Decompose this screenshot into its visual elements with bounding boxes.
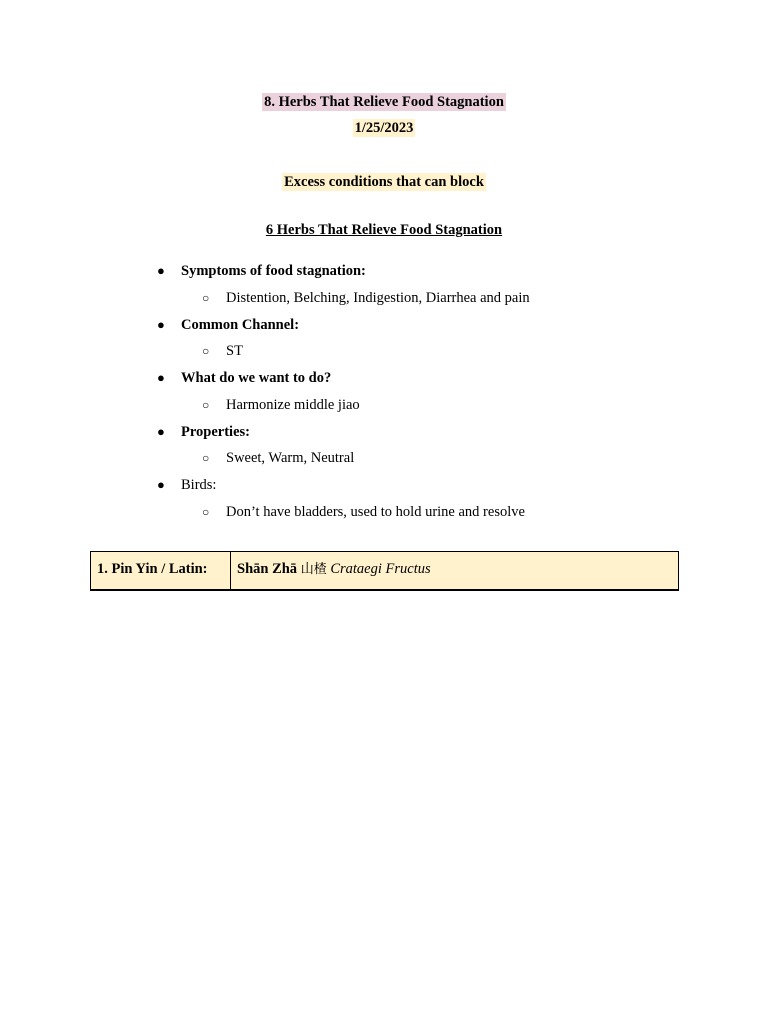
hollow-bullet-icon: ○ — [202, 398, 210, 412]
title-line — [0, 93, 768, 111]
herb-latin-name: Crataegi Fructus — [330, 561, 431, 577]
herb-table-label: 1. Pin Yin / Latin: — [91, 552, 231, 589]
section-heading-line — [0, 221, 768, 239]
hollow-bullet-icon: ○ — [202, 505, 210, 519]
list-item-label: Symptoms of food stagnation: — [181, 263, 366, 279]
bullet-icon: ● — [157, 263, 165, 278]
document-date: 1/25/2023 — [354, 120, 414, 136]
list-item-label: Properties: — [181, 424, 250, 440]
list-item-label: Common Channel: — [181, 317, 300, 333]
document-title: 8. Herbs That Relieve Food Stagnation — [264, 94, 504, 110]
hollow-bullet-icon: ○ — [202, 344, 210, 358]
list-subitem-text: Harmonize middle jiao — [226, 397, 360, 413]
bullet-icon: ● — [157, 370, 165, 385]
list-subitem-text: Distention, Belching, Indigestion, Diarrhea and pain — [226, 290, 530, 306]
list-item-label: Birds: — [181, 477, 217, 493]
list-subitem-text: ST — [226, 343, 243, 359]
herb-chinese-name: 山楂 — [300, 562, 327, 577]
excess-conditions-note: Excess conditions that can block — [284, 174, 484, 190]
bullet-icon: ● — [157, 317, 165, 332]
date-line — [0, 119, 768, 137]
list-subitem-text: Sweet, Warm, Neutral — [226, 450, 355, 466]
herb-table-value — [231, 552, 678, 589]
list-item-label: What do we want to do? — [181, 370, 332, 386]
herb-table — [90, 551, 679, 591]
list-subitem-text: Don’t have bladders, used to hold urine and resolve — [226, 504, 525, 520]
bullet-icon: ● — [157, 424, 165, 439]
excess-note-line — [0, 173, 768, 191]
hollow-bullet-icon: ○ — [202, 291, 210, 305]
hollow-bullet-icon: ○ — [202, 451, 210, 465]
herb-pinyin: Shān Zhā — [237, 561, 298, 577]
section-heading: 6 Herbs That Relieve Food Stagnation — [265, 222, 503, 238]
bullet-icon: ● — [157, 477, 165, 492]
